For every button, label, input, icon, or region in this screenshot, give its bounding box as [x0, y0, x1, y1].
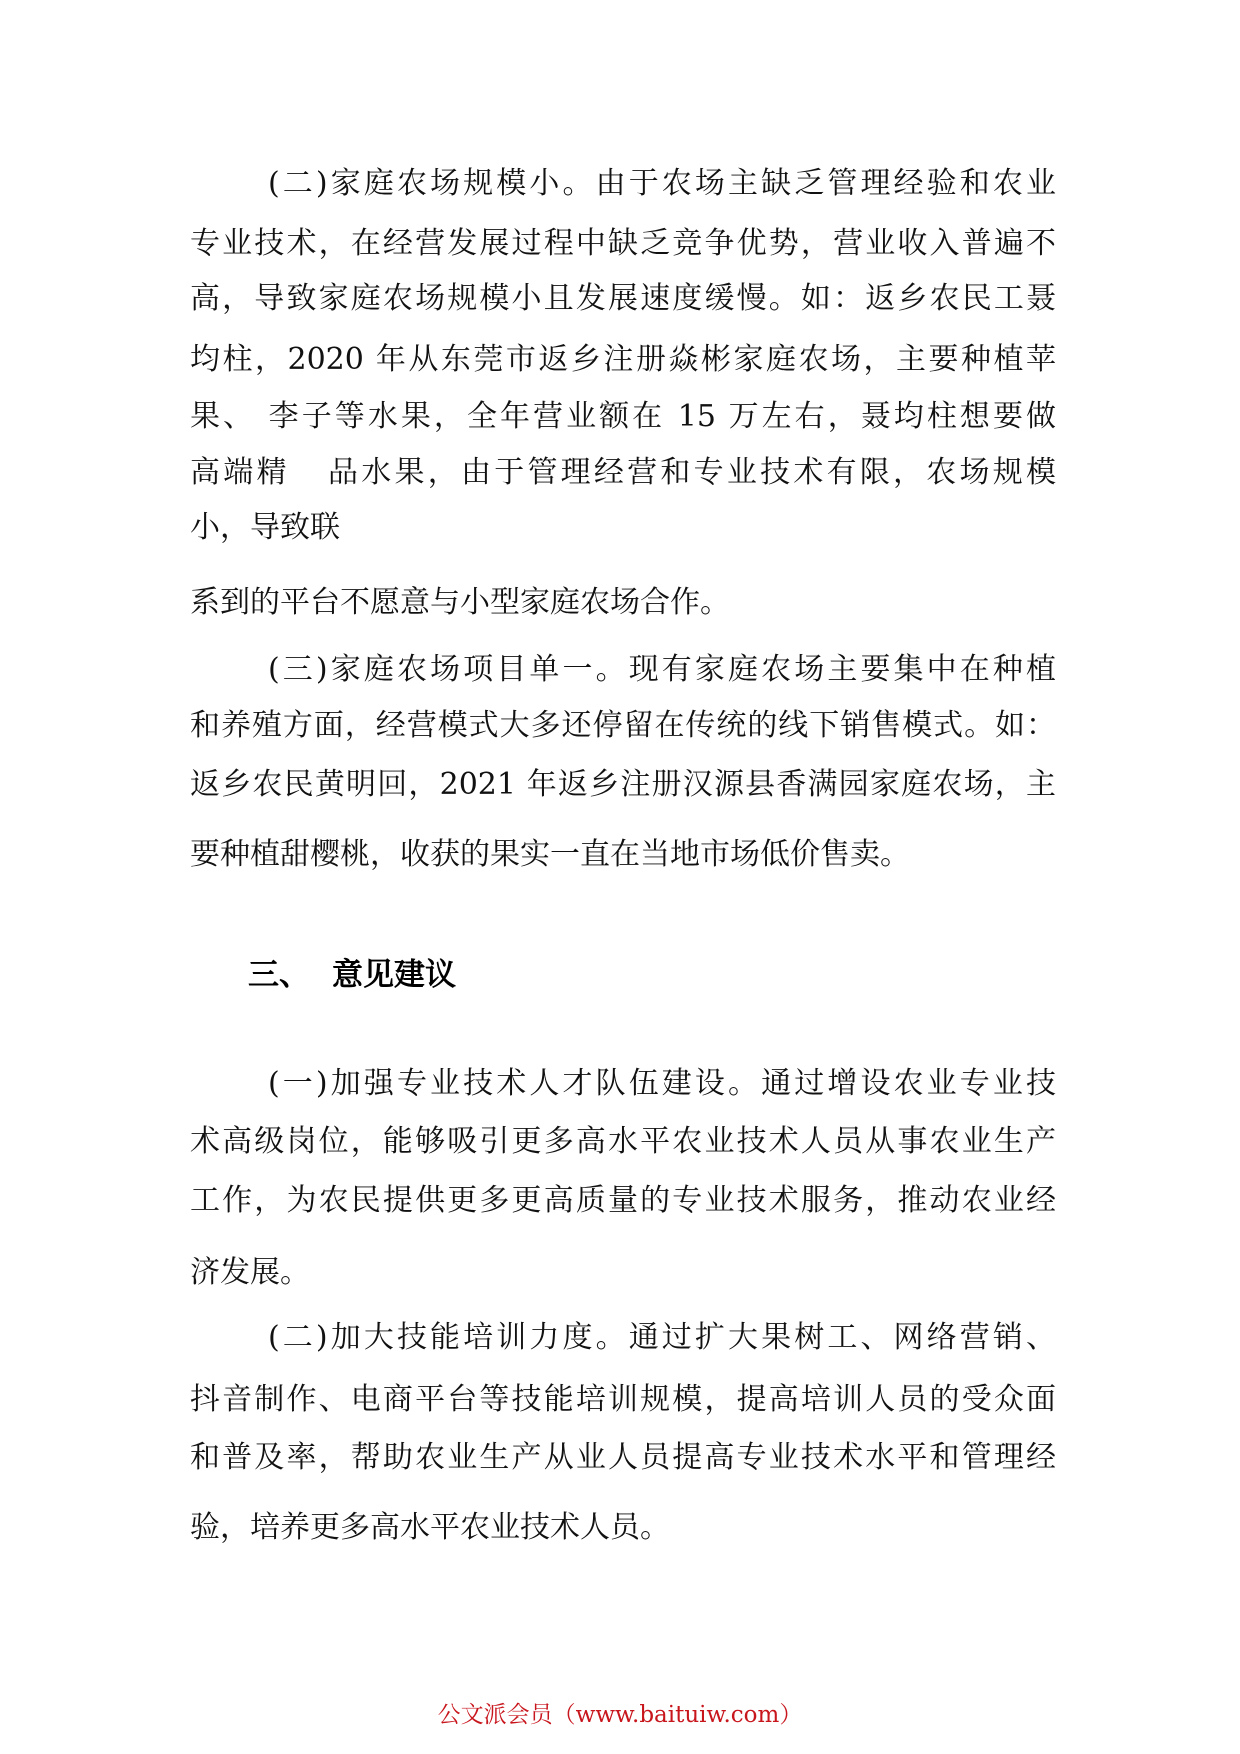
paragraph-line: 均柱，2020 年从东莞市返乡注册焱彬家庭农场，主要种植苹	[190, 342, 1056, 377]
paragraph-line: 系到的平台不愿意与小型家庭农场合作。	[190, 585, 730, 620]
paragraph-line: 专业技术，在经营发展过程中缺乏竞争优势，营业收入普遍不	[190, 226, 1056, 261]
paragraph-line: 小，导致联	[190, 510, 340, 545]
paragraph-line: 要种植甜樱桃，收获的果实一直在当地市场低价售卖。	[190, 837, 910, 872]
section-title: 意见建议	[332, 957, 456, 993]
paragraph-line: 和养殖方面，经营模式大多还停留在传统的线下销售模式。如：	[190, 708, 1056, 743]
paragraph-line: 和普及率，帮助农业生产从业人员提高专业技术水平和管理经	[190, 1440, 1056, 1475]
paragraph-line: 验，培养更多高水平农业技术人员。	[190, 1510, 670, 1545]
paragraph-line: 果、 李子等水果，全年营业额在 15 万左右，聂均柱想要做	[190, 399, 1056, 434]
footer-watermark: 公文派会员（www.baituiw.com）	[437, 1702, 803, 1728]
section-number: 三、	[248, 957, 310, 993]
paragraph-line: 抖音制作、电商平台等技能培训规模，提高培训人员的受众面	[190, 1382, 1056, 1417]
paragraph-line: (一)加强专业技术人才队伍建设。通过增设农业专业技	[268, 1066, 1056, 1101]
paragraph-line: 济发展。	[190, 1255, 310, 1290]
paragraph-line: 高，导致家庭农场规模小且发展速度缓慢。如：返乡农民工聂	[190, 281, 1056, 316]
paragraph-line: (二)家庭农场规模小。由于农场主缺乏管理经验和农业	[268, 166, 1056, 201]
paragraph-line: (三)家庭农场项目单一。现有家庭农场主要集中在种植	[268, 652, 1056, 687]
paragraph-line: 工作，为农民提供更多更高质量的专业技术服务，推动农业经	[190, 1183, 1056, 1218]
section-heading	[248, 953, 456, 997]
paragraph-line: 返乡农民黄明回，2021 年返乡注册汉源县香满园家庭农场，主	[190, 767, 1056, 802]
paragraph-line: (二)加大技能培训力度。通过扩大果树工、网络营销、	[268, 1320, 1056, 1355]
paragraph-line: 术高级岗位，能够吸引更多高水平农业技术人员从事农业生产	[190, 1124, 1056, 1159]
paragraph-line: 高端精 品水果，由于管理经营和专业技术有限，农场规模	[190, 455, 1056, 490]
